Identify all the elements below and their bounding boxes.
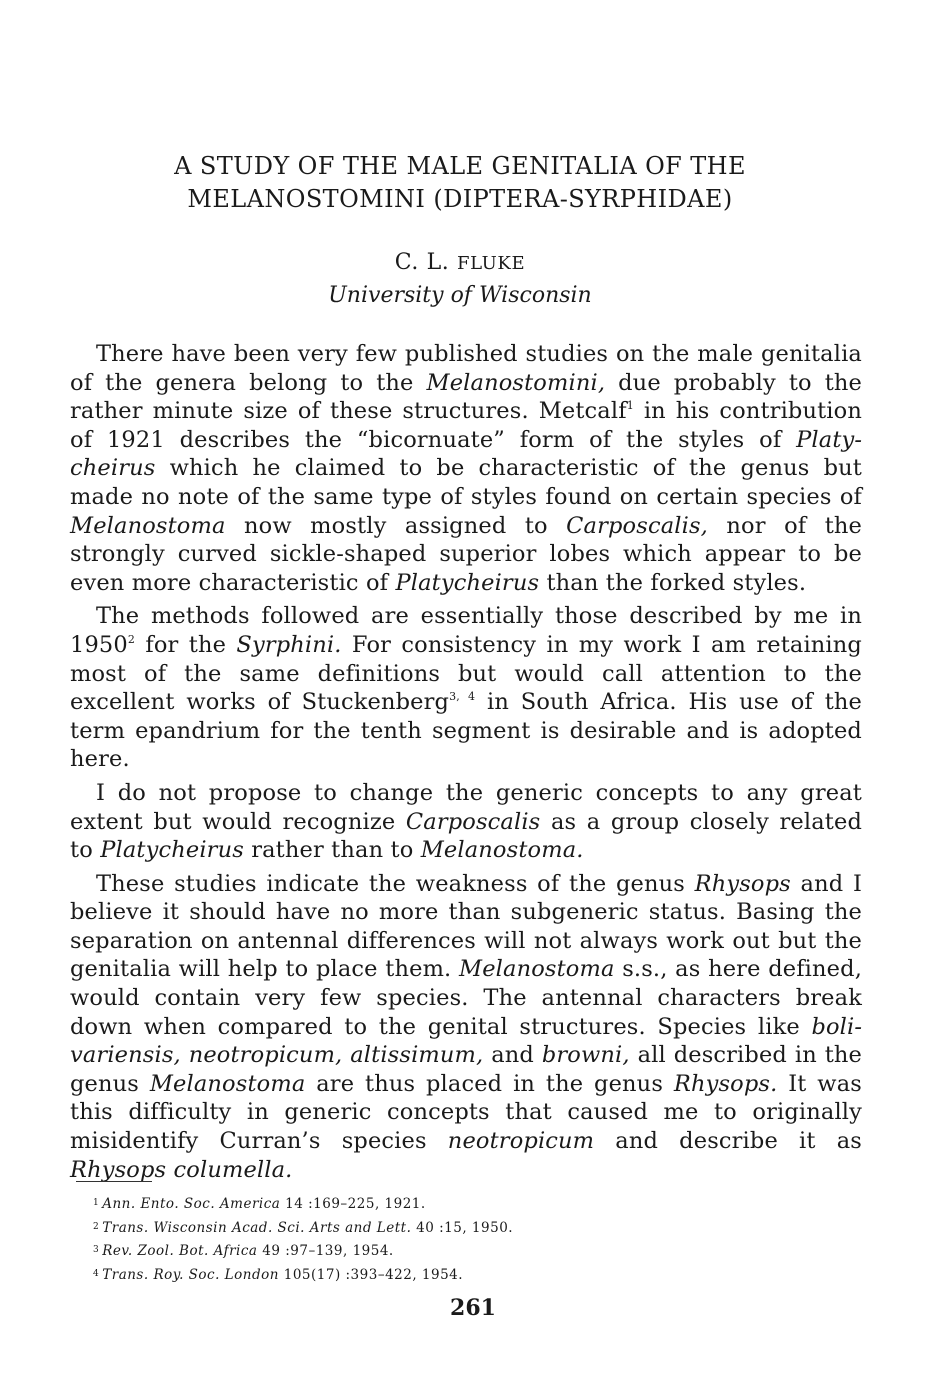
taxon-name: Platycheirus bbox=[100, 837, 244, 864]
paragraph-3 bbox=[70, 779, 862, 865]
taxon-name: neotropicum bbox=[447, 1128, 595, 1155]
taxon-name: Melanostomini, bbox=[426, 369, 606, 396]
text-run: as a group closely related to bbox=[70, 808, 862, 864]
text-run: due probably to the rather minute size of these structures. Metcalf bbox=[70, 369, 862, 425]
text-run: in his contribution of 1921 describes the “bicornuate” form of the styles of bbox=[70, 398, 862, 453]
taxon-name: bolivariensis, neotropicum, altissimum, bbox=[70, 1013, 862, 1069]
text-run: For consistency in my work I am retaining most of the same definitions but would call attention to the excellent works of Stuckenberg bbox=[70, 631, 862, 716]
text-run: I do not propose to change the generic concepts to any great extent but would recognize bbox=[70, 779, 862, 835]
taxon-name: Melanostoma. bbox=[420, 837, 584, 864]
footnote-number: 4 bbox=[93, 1268, 100, 1279]
article-body bbox=[70, 340, 862, 1189]
text-run: It was this difficulty in generic concepts that caused me to originally misidentify Curran’s species bbox=[70, 1070, 862, 1155]
text-run: There have been very few published studies on the male genitalia of the genera belong to the bbox=[70, 341, 862, 396]
paragraph-2 bbox=[70, 602, 862, 774]
taxon-name: Carposcalis, bbox=[566, 512, 708, 539]
paragraph-4 bbox=[70, 870, 862, 1185]
footnote-number: 3 bbox=[93, 1245, 100, 1255]
footnote-number: 1 bbox=[93, 1198, 100, 1208]
article-title bbox=[0, 150, 920, 216]
text-run: s.s., as here defined, would contain very few species. The antennal characters break down when compared to the genital structures. Species like bbox=[70, 956, 862, 1040]
text-run: nor of the strongly curved sickle-shaped superior lobes which appear to be even more characteristic of bbox=[70, 512, 862, 596]
taxon-name: Platycheirus bbox=[395, 569, 540, 596]
text-run: than the forked styles. bbox=[539, 569, 807, 596]
footnote-citation: 105(17) :393–422, 1954. bbox=[278, 1266, 464, 1283]
footnote-citation: 14 :169–225, 1921. bbox=[280, 1196, 426, 1212]
footnote-citation: 40 :15, 1950. bbox=[411, 1219, 514, 1236]
taxon-name: Rhysops columella. bbox=[70, 1156, 293, 1183]
text-run: now mostly assigned to bbox=[225, 512, 567, 539]
page-number: 261 bbox=[450, 1295, 496, 1321]
taxon-name: Melanostoma bbox=[149, 1070, 306, 1097]
text-run: all described in the genus bbox=[70, 1042, 862, 1097]
footnote-2 bbox=[93, 1216, 793, 1240]
text-run: and bbox=[483, 1042, 542, 1069]
footnote-number: 2 bbox=[93, 1221, 100, 1232]
footnote-source: Ann. Ento. Soc. America bbox=[102, 1196, 281, 1212]
footnote-1 bbox=[93, 1192, 793, 1216]
footnote-ref: 2 bbox=[127, 632, 136, 646]
footnote-4 bbox=[93, 1263, 793, 1287]
taxon-name: Syrphini. bbox=[236, 631, 342, 658]
taxon-name: Rhysops. bbox=[673, 1070, 778, 1097]
footnote-ref: 1 bbox=[626, 399, 634, 413]
footnote-ref: 3, 4 bbox=[449, 690, 476, 704]
title-line-2: MELANOSTOMINI (DIPTERA-SYRPHIDAE) bbox=[187, 185, 733, 213]
text-run: for the bbox=[135, 631, 237, 658]
footnotes bbox=[93, 1192, 793, 1286]
taxon-name: Rhysops bbox=[694, 870, 791, 897]
author-surname: FLUKE bbox=[457, 253, 526, 274]
text-run: The methods followed are essentially those described by me in 1950 bbox=[70, 603, 862, 658]
author-affiliation: University of Wisconsin bbox=[328, 283, 592, 308]
footnote-citation: 49 :97–139, 1954. bbox=[257, 1243, 394, 1259]
text-run: rather than to bbox=[243, 837, 421, 864]
text-run: are thus placed in the genus bbox=[305, 1070, 674, 1097]
text-run: in South Africa. His use of the term epandrium for the tenth segment is desirable and is adopted here. bbox=[70, 689, 862, 773]
taxon-name: Carposcalis bbox=[405, 808, 541, 835]
taxon-name: Melanostoma bbox=[70, 512, 226, 539]
footnote-3 bbox=[93, 1239, 793, 1263]
author-initials: C. L. bbox=[394, 250, 457, 275]
text-run: and I believe it should have no more than subgeneric status. Basing the separation on antennal differences will not always work out but the genitalia will help to place them. bbox=[70, 870, 862, 983]
text-run: which he claimed to be characteristic of the genus but made no note of the same type of styles found on certain species of bbox=[70, 455, 862, 510]
footnote-source: Trans. Wisconsin Acad. Sci. Arts and Lett. bbox=[102, 1219, 412, 1236]
author-name bbox=[0, 250, 920, 275]
taxon-name: Melanostoma bbox=[459, 956, 615, 983]
footnote-source: Rev. Zool. Bot. Africa bbox=[102, 1243, 258, 1259]
text-run: These studies indicate the weakness of the genus bbox=[96, 870, 695, 897]
footnote-divider bbox=[76, 1181, 152, 1182]
footnote-source: Trans. Roy. Soc. London bbox=[102, 1266, 279, 1283]
title-line-1: A STUDY OF THE MALE GENITALIA OF THE bbox=[174, 152, 746, 180]
paragraph-1 bbox=[70, 340, 862, 597]
taxon-name: browni, bbox=[541, 1042, 630, 1069]
text-run: and describe it as bbox=[594, 1128, 862, 1155]
taxon-name: Platycheirus bbox=[70, 426, 862, 482]
